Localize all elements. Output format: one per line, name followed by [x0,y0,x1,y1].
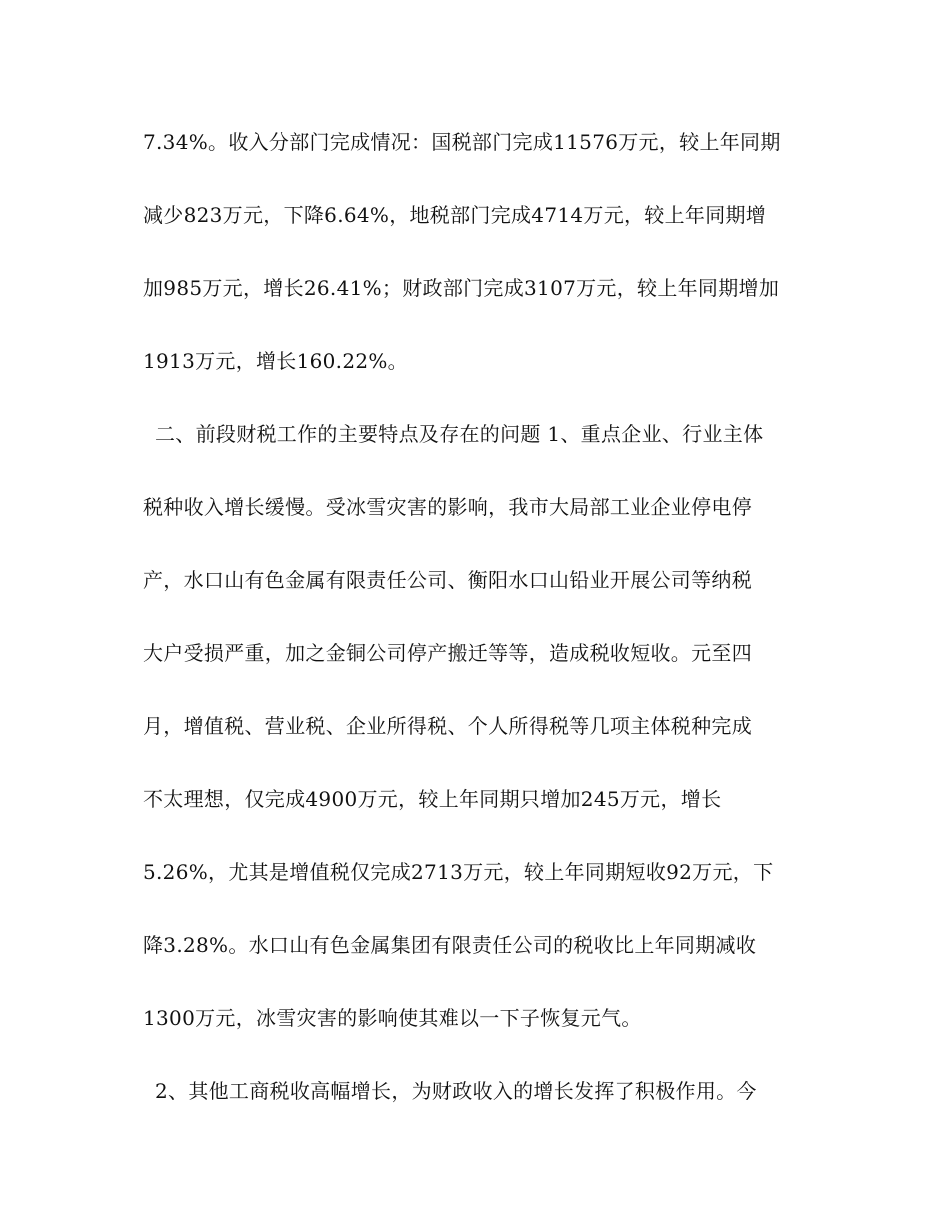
paragraph-line: 月，增值税、营业税、企业所得税、个人所得税等几项主体税种完成 [143,714,752,738]
paragraph-line: 7.34%。收入分部门完成情况：国税部门完成11576万元，较上年同期 [143,130,781,154]
paragraph-line: 产，水口山有色金属有限责任公司、衡阳水口山铅业开展公司等纳税 [143,568,752,592]
paragraph-line: 加985万元，增长26.41%；财政部门完成3107万元，较上年同期增加 [143,276,780,300]
paragraph-line: 大户受损严重，加之金铜公司停产搬迁等等，造成税收短收。元至四 [143,641,752,665]
paragraph-line: 不太理想，仅完成4900万元，较上年同期只增加245万元，增长 [143,787,722,811]
paragraph-line: 减少823万元，下降6.64%，地税部门完成4714万元，较上年同期增 [143,203,767,227]
paragraph-line: 1913万元，增长160.22%。 [143,349,408,373]
section-heading-line: 二、前段财税工作的主要特点及存在的问题 1、重点企业、行业主体 [155,422,764,446]
paragraph-line: 1300万元，冰雪灾害的影响使其难以一下子恢复元气。 [143,1006,642,1030]
paragraph-line: 5.26%，尤其是增值税仅完成2713万元，较上年同期短收92万元，下 [143,860,774,884]
paragraph-line: 税种收入增长缓慢。受冰雪灾害的影响，我市大局部工业企业停电停 [143,495,752,519]
paragraph-line: 2、其他工商税收高幅增长，为财政收入的增长发挥了积极作用。今 [155,1079,757,1103]
paragraph-line: 降3.28%。水口山有色金属集团有限责任公司的税收比上年同期减收 [143,933,757,957]
